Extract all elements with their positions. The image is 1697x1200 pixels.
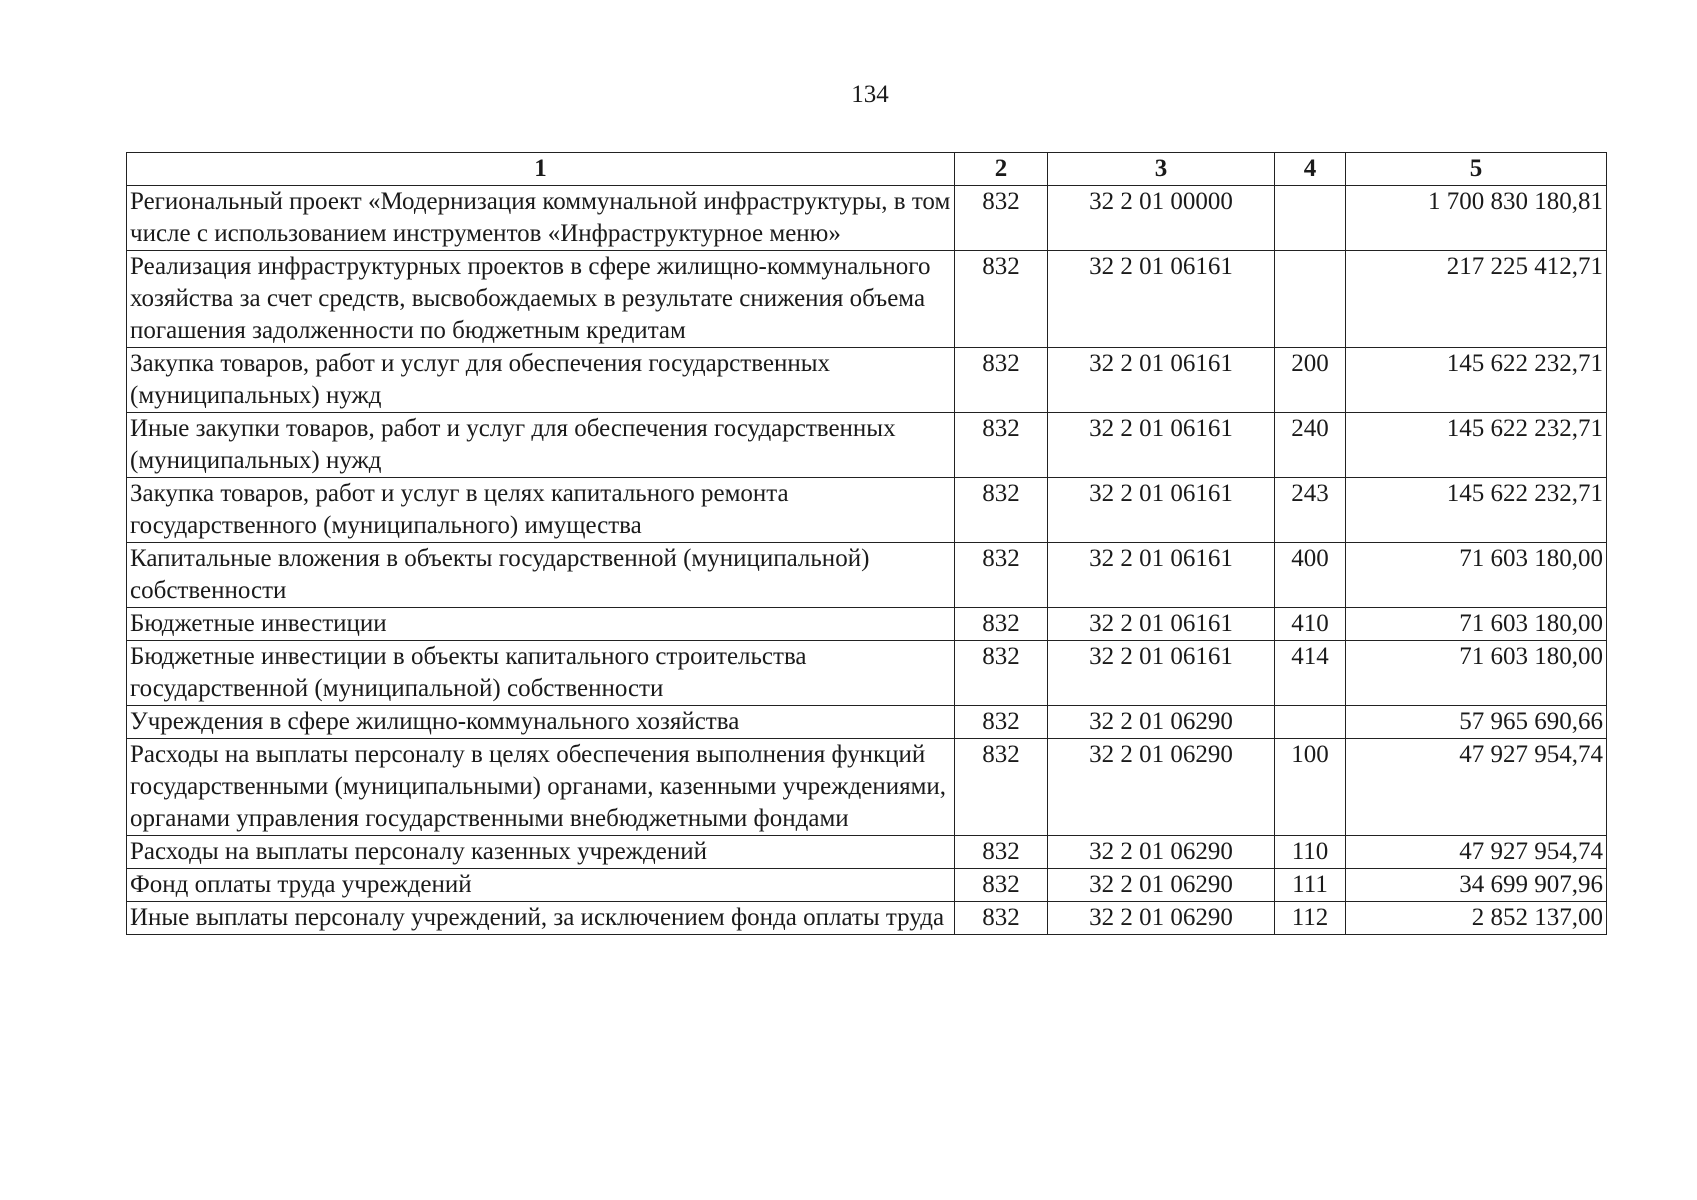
table-row [127,251,1607,348]
cell-target-article: 32 2 01 06161 [1048,478,1275,543]
table-row [127,543,1607,608]
cell-name: Закупка товаров, работ и услуг в целях капитального ремонта государственного (муниципального) имущества [127,478,955,543]
cell-expense-type: 410 [1275,608,1346,641]
cell-name: Расходы на выплаты персоналу в целях обеспечения выполнения функций государственными (муниципальными) органами, казенными учреждениями, органами управления государственными внебюджетными фондами [127,739,955,836]
cell-expense-type [1275,251,1346,348]
cell-amount: 47 927 954,74 [1346,739,1607,836]
cell-amount: 2 852 137,00 [1346,902,1607,935]
cell-admin-code: 832 [955,869,1048,902]
cell-admin-code: 832 [955,739,1048,836]
table-row [127,186,1607,251]
cell-target-article: 32 2 01 06161 [1048,641,1275,706]
cell-amount: 34 699 907,96 [1346,869,1607,902]
cell-admin-code: 832 [955,413,1048,478]
cell-amount: 145 622 232,71 [1346,348,1607,413]
cell-target-article: 32 2 01 06290 [1048,902,1275,935]
table-body [127,186,1607,935]
table-row [127,608,1607,641]
table-row [127,413,1607,478]
cell-target-article: 32 2 01 06290 [1048,869,1275,902]
cell-expense-type: 240 [1275,413,1346,478]
header-col-5: 5 [1346,153,1607,186]
cell-amount: 57 965 690,66 [1346,706,1607,739]
cell-expense-type [1275,186,1346,251]
header-col-2: 2 [955,153,1048,186]
cell-name: Закупка товаров, работ и услуг для обеспечения государственных (муниципальных) нужд [127,348,955,413]
cell-expense-type [1275,706,1346,739]
cell-target-article: 32 2 01 06161 [1048,251,1275,348]
budget-table [126,152,1607,935]
cell-amount: 217 225 412,71 [1346,251,1607,348]
cell-admin-code: 832 [955,836,1048,869]
table-row [127,836,1607,869]
cell-admin-code: 832 [955,186,1048,251]
header-col-3: 3 [1048,153,1275,186]
cell-name: Бюджетные инвестиции [127,608,955,641]
cell-admin-code: 832 [955,478,1048,543]
cell-name: Реализация инфраструктурных проектов в сфере жилищно-коммунального хозяйства за счет средств, высвобождаемых в результате снижения объема погашения задолженности по бюджетным кредитам [127,251,955,348]
cell-admin-code: 832 [955,348,1048,413]
table-header [127,153,1607,186]
cell-target-article: 32 2 01 00000 [1048,186,1275,251]
cell-expense-type: 414 [1275,641,1346,706]
cell-admin-code: 832 [955,251,1048,348]
cell-name: Фонд оплаты труда учреждений [127,869,955,902]
cell-expense-type: 200 [1275,348,1346,413]
cell-target-article: 32 2 01 06290 [1048,739,1275,836]
cell-admin-code: 832 [955,543,1048,608]
cell-name: Региональный проект «Модернизация коммунальной инфраструктуры, в том числе с использованием инструментов «Инфраструктурное меню» [127,186,955,251]
table-row [127,641,1607,706]
table-row [127,348,1607,413]
cell-name: Иные закупки товаров, работ и услуг для обеспечения государственных (муниципальных) нужд [127,413,955,478]
cell-amount: 71 603 180,00 [1346,543,1607,608]
table-row [127,902,1607,935]
cell-target-article: 32 2 01 06161 [1048,348,1275,413]
header-col-4: 4 [1275,153,1346,186]
cell-target-article: 32 2 01 06290 [1048,706,1275,739]
cell-admin-code: 832 [955,641,1048,706]
cell-admin-code: 832 [955,706,1048,739]
cell-name: Капитальные вложения в объекты государственной (муниципальной) собственности [127,543,955,608]
cell-target-article: 32 2 01 06161 [1048,413,1275,478]
cell-admin-code: 832 [955,608,1048,641]
table-row [127,869,1607,902]
cell-expense-type: 111 [1275,869,1346,902]
cell-name: Расходы на выплаты персоналу казенных учреждений [127,836,955,869]
cell-name: Иные выплаты персоналу учреждений, за исключением фонда оплаты труда [127,902,955,935]
cell-amount: 1 700 830 180,81 [1346,186,1607,251]
cell-admin-code: 832 [955,902,1048,935]
cell-name: Бюджетные инвестиции в объекты капитального строительства государственной (муниципальной) собственности [127,641,955,706]
cell-amount: 47 927 954,74 [1346,836,1607,869]
table-row [127,739,1607,836]
cell-expense-type: 400 [1275,543,1346,608]
cell-target-article: 32 2 01 06161 [1048,543,1275,608]
header-row [127,153,1607,186]
header-col-1: 1 [127,153,955,186]
cell-expense-type: 110 [1275,836,1346,869]
cell-expense-type: 243 [1275,478,1346,543]
cell-target-article: 32 2 01 06161 [1048,608,1275,641]
table-row [127,706,1607,739]
cell-name: Учреждения в сфере жилищно-коммунального хозяйства [127,706,955,739]
cell-expense-type: 100 [1275,739,1346,836]
cell-amount: 71 603 180,00 [1346,641,1607,706]
page-number: 134 [851,81,889,108]
cell-amount: 145 622 232,71 [1346,478,1607,543]
cell-expense-type: 112 [1275,902,1346,935]
cell-amount: 145 622 232,71 [1346,413,1607,478]
cell-target-article: 32 2 01 06290 [1048,836,1275,869]
cell-amount: 71 603 180,00 [1346,608,1607,641]
table-row [127,478,1607,543]
